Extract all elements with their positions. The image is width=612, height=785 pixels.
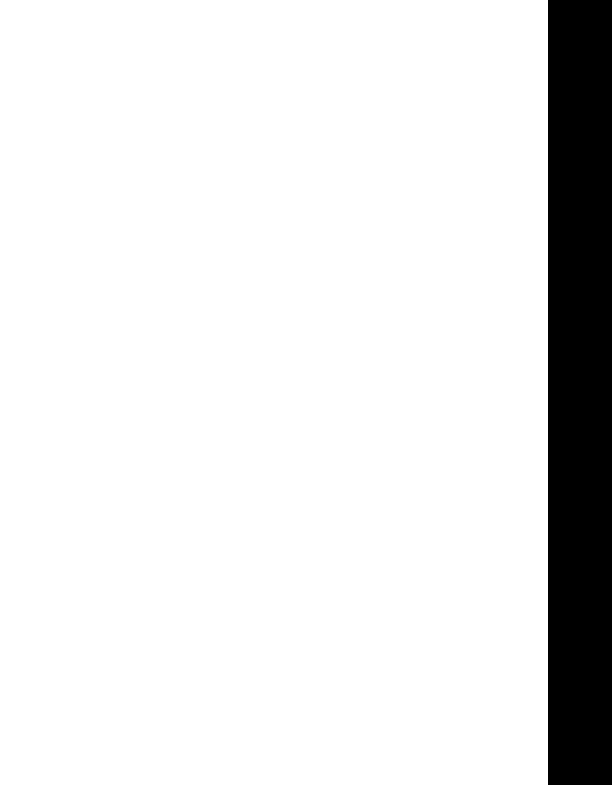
- desktop-background-strip: [548, 0, 612, 785]
